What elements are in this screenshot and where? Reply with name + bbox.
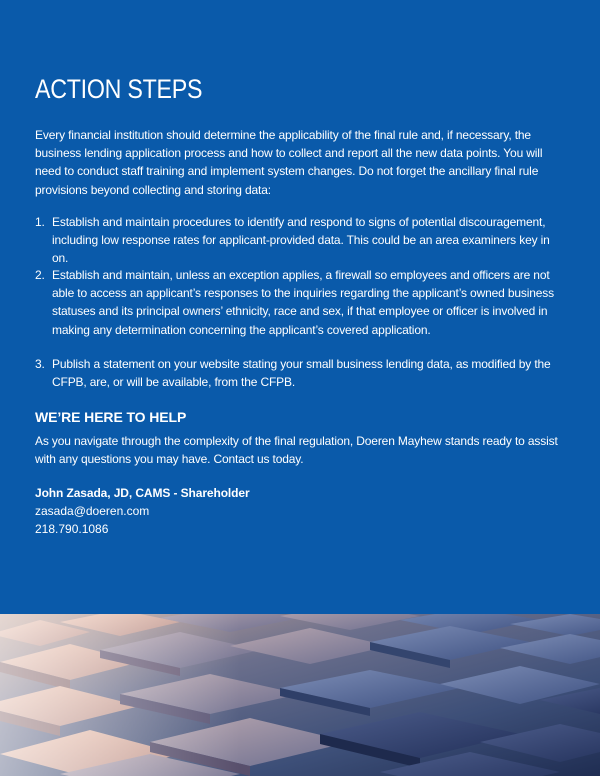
step-text: Establish and maintain, unless an exception applies, a firewall so employees and officers are not able to access an applicant’s responses to the inquiries regarding the applicant’s owned business statuses and its principal owners’ ethnicity, race and sex, if that employee or officer is involved in making any determination concerning the applicant’s covered application. bbox=[52, 268, 555, 337]
step-text: Publish a statement on your website stating your small business lending data, as modified by the CFPB, are, or will be available, from the CFPB. bbox=[52, 357, 551, 390]
step-number: 1. bbox=[35, 215, 45, 229]
contact-email-link[interactable]: zasada@doeren.com bbox=[35, 504, 150, 518]
step-number: 2. bbox=[35, 268, 45, 282]
help-heading: WE’RE HERE TO HELP bbox=[35, 409, 187, 425]
list-item bbox=[35, 213, 560, 268]
contact-name: John Zasada, JD, CAMS - Shareholder bbox=[35, 486, 250, 500]
page-title: ACTION STEPS bbox=[35, 74, 203, 104]
step-text: Establish and maintain procedures to identify and respond to signs of potential discouragement, including low response rates for applicant-provided data. This could be an area examiners key in on. bbox=[52, 215, 550, 266]
cube-pattern-graphic bbox=[0, 614, 600, 776]
hero-cubes-image bbox=[0, 614, 600, 776]
list-item bbox=[35, 266, 560, 339]
list-item bbox=[35, 355, 560, 391]
step-number: 3. bbox=[35, 357, 45, 371]
contact-phone: 218.790.1086 bbox=[35, 522, 109, 536]
intro-paragraph: Every financial institution should determine the applicability of the final rule and, if necessary, the business lending application process and how to collect and report all the new data points. You will need to conduct staff training and implement system changes. Do not forget the ancillary final rule provisions beyond collecting and storing data: bbox=[35, 128, 543, 197]
help-paragraph: As you navigate through the complexity of the final regulation, Doeren Mayhew stands ready to assist with any questions you may have. Contact us today. bbox=[35, 434, 558, 467]
